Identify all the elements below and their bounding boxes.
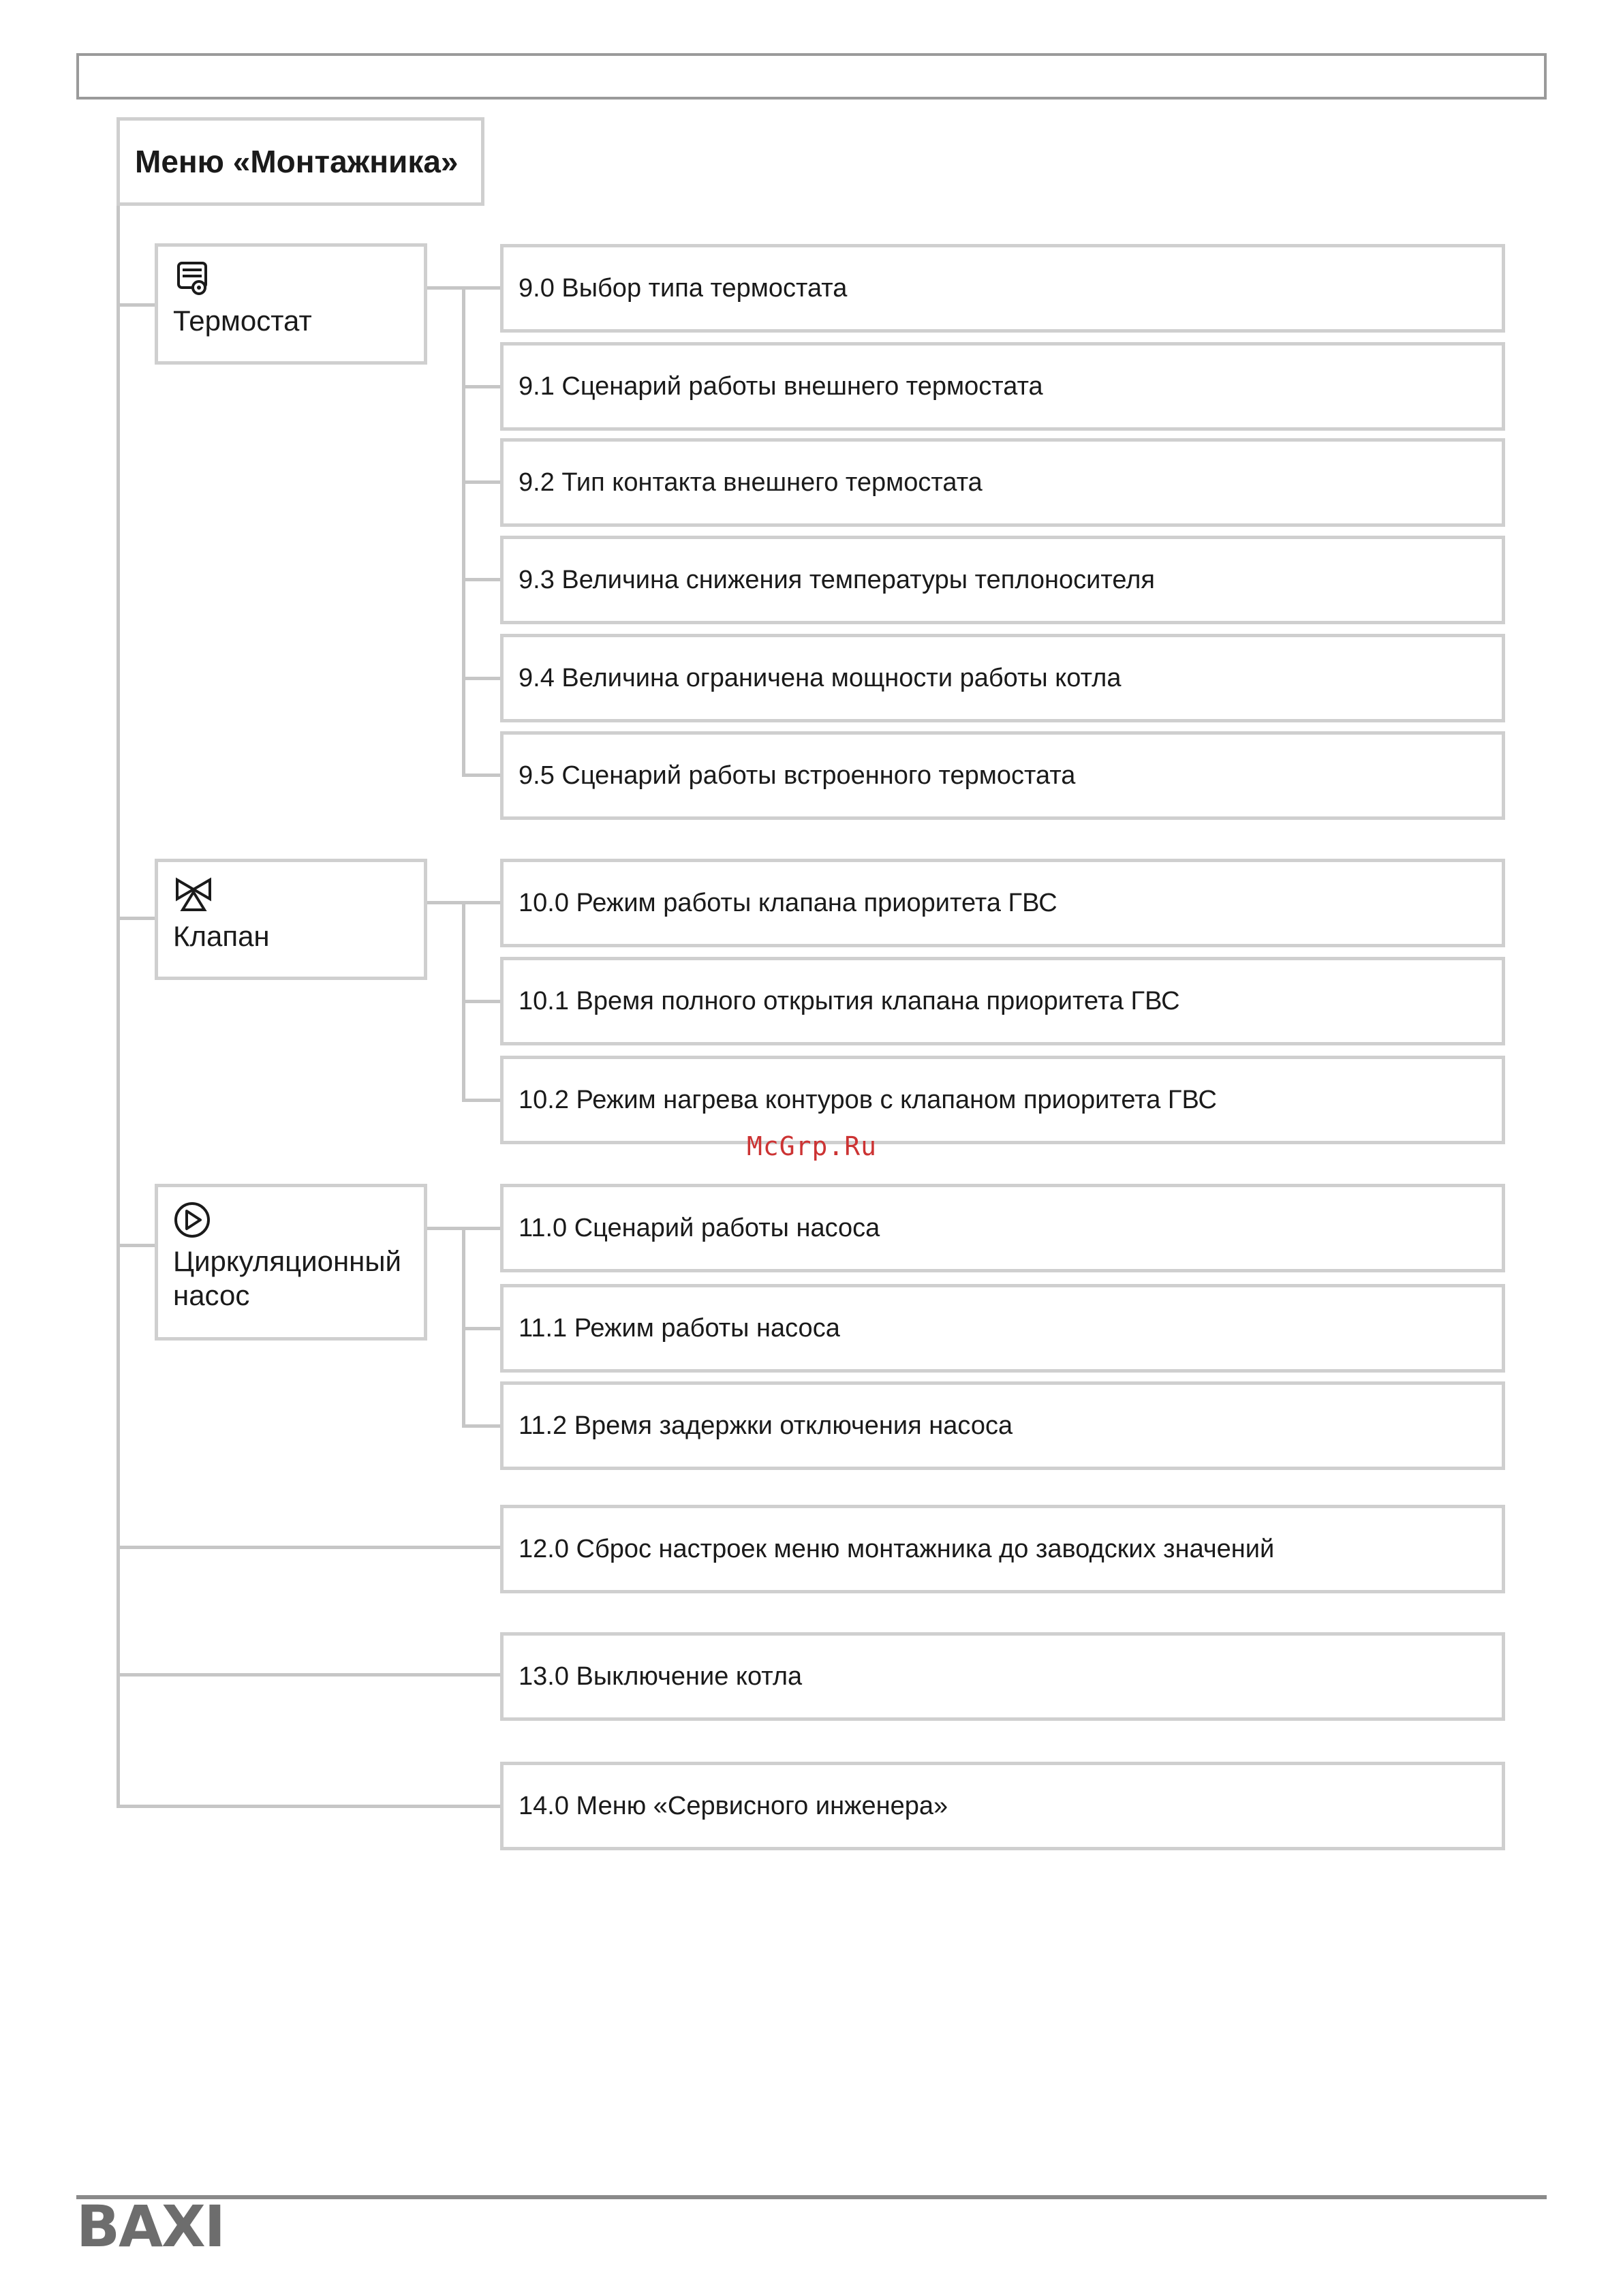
menu-item-11-2[interactable] xyxy=(500,1381,1505,1470)
menu-item-10-2[interactable] xyxy=(500,1056,1505,1144)
menu-title xyxy=(117,117,484,206)
header-frame xyxy=(76,53,1547,100)
watermark-text: McGrp.Ru xyxy=(747,1131,878,1161)
menu-item-label: 11.1 Режим работы насоса xyxy=(519,1313,840,1343)
menu-item-9-1[interactable] xyxy=(500,342,1505,431)
menu-item-label: 10.1 Время полного открытия клапана приоритета ГВС xyxy=(519,986,1180,1015)
menu-item-label: 14.0 Меню «Сервисного инженера» xyxy=(519,1791,948,1820)
menu-item-14-0[interactable] xyxy=(500,1762,1505,1850)
menu-item-11-1[interactable] xyxy=(500,1284,1505,1373)
group-thermostat[interactable] xyxy=(155,243,427,365)
menu-item-label: 9.2 Тип контакта внешнего термостата xyxy=(519,468,983,497)
menu-item-label: 13.0 Выключение котла xyxy=(519,1662,803,1691)
menu-item-9-2[interactable] xyxy=(500,438,1505,527)
menu-item-9-0[interactable] xyxy=(500,244,1505,333)
menu-item-9-4[interactable] xyxy=(500,634,1505,722)
menu-item-label: 9.4 Величина ограничена мощности работы котла xyxy=(519,663,1122,692)
menu-item-label: 11.0 Сценарий работы насоса xyxy=(519,1213,880,1242)
footer-rule xyxy=(76,2195,1547,2199)
valve-icon xyxy=(173,874,214,915)
group-pump-label-line1: Циркуляционный xyxy=(173,1245,401,1277)
menu-item-label: 9.0 Выбор типа термостата xyxy=(519,273,848,303)
brand-logo-text: BAXI xyxy=(76,2193,225,2260)
menu-title-text: Меню «Монтажника» xyxy=(135,144,459,179)
menu-item-label: 9.5 Сценарий работы встроенного термостата xyxy=(519,761,1076,790)
group-thermostat-label: Термостат xyxy=(173,305,312,337)
menu-item-10-1[interactable] xyxy=(500,957,1505,1045)
menu-item-label: 11.2 Время задержки отключения насоса xyxy=(519,1411,1013,1440)
group-pump-label-line2: насос xyxy=(173,1279,250,1311)
watermark xyxy=(747,1131,877,1161)
menu-item-label: 9.3 Величина снижения температуры теплоносителя xyxy=(519,565,1155,594)
brand-logo xyxy=(76,2193,224,2260)
menu-item-label: 10.0 Режим работы клапана приоритета ГВС xyxy=(519,888,1057,917)
pump-icon xyxy=(173,1199,214,1240)
menu-item-9-3[interactable] xyxy=(500,536,1505,624)
group-valve-label: Клапан xyxy=(173,920,270,952)
menu-item-12-0[interactable] xyxy=(500,1505,1505,1593)
menu-item-label: 12.0 Сброс настроек меню монтажника до заводских значений xyxy=(519,1534,1275,1563)
menu-item-11-0[interactable] xyxy=(500,1184,1505,1272)
menu-item-10-0[interactable] xyxy=(500,859,1505,947)
menu-item-13-0[interactable] xyxy=(500,1632,1505,1721)
thermostat-icon xyxy=(173,259,214,300)
menu-item-label: 9.1 Сценарий работы внешнего термостата xyxy=(519,371,1043,401)
menu-item-label: 10.2 Режим нагрева контуров с клапаном приоритета ГВС xyxy=(519,1085,1217,1114)
group-pump[interactable] xyxy=(155,1184,427,1341)
menu-item-9-5[interactable] xyxy=(500,731,1505,820)
group-valve[interactable] xyxy=(155,859,427,980)
